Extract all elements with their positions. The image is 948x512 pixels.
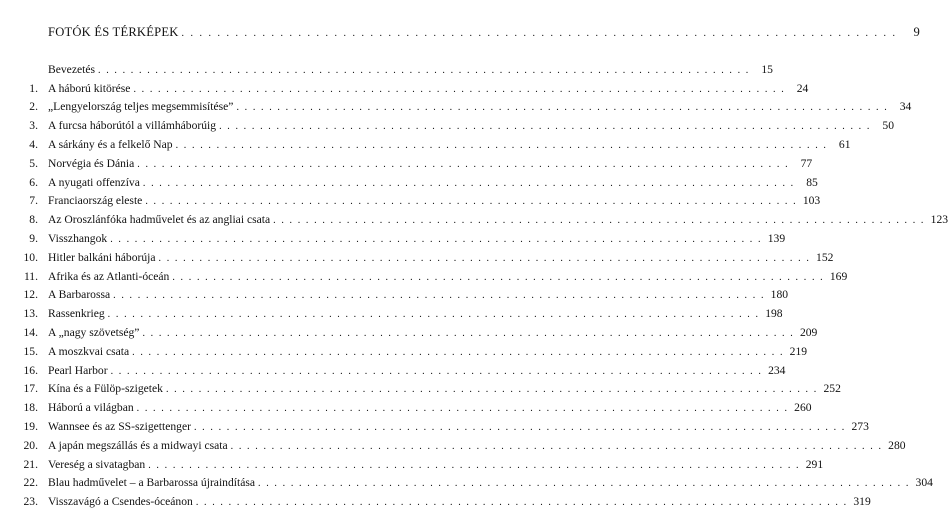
chapter-page: 219	[789, 344, 808, 358]
dot-leader: . . . . . . . . . . . . . . . . . . . . . . . . . . . . . . . . . . . . . . . . . . . . . . . . . . . . . . . . . . . . . . . . . . . . . . . . . . . . . . . .	[136, 403, 789, 415]
toc-chapter-row	[0, 286, 789, 304]
dot-leader: . . . . . . . . . . . . . . . . . . . . . . . . . . . . . . . . . . . . . . . . . . . . . . . . . . . . . . . . . . . . . . . . . . . . . . . . . . . . . . . .	[107, 309, 760, 321]
toc-entry	[48, 324, 818, 343]
toc-chapter-row	[0, 117, 894, 135]
chapter-page: 260	[794, 401, 812, 415]
dot-leader: . . . . . . . . . . . . . . . . . . . . . . . . . . . . . . . . . . . . . . . . . . . . . . . . . . . . . . . . . . . . . . . . . . . . . . . . . . . . . . . .	[193, 421, 846, 433]
chapter-title: A nyugati offenzíva	[48, 175, 140, 189]
toc-entry	[48, 286, 789, 305]
chapter-number: 3.	[29, 119, 38, 133]
chapter-title: „Lengyelország teljes megsemmisítése”	[48, 100, 234, 114]
dot-leader: . . . . . . . . . . . . . . . . . . . . . . . . . . . . . . . . . . . . . . . . . . . . . . . . . . . . . . . . . . . . . . . . . . . . . . . . . . . . . . . .	[165, 384, 818, 396]
toc-entry	[48, 230, 786, 249]
toc-chapter-row	[0, 399, 812, 417]
toc-entry	[48, 437, 906, 456]
chapter-number: 23.	[23, 495, 38, 509]
toc-chapter-row	[0, 305, 783, 323]
dot-leader: . . . . . . . . . . . . . . . . . . . . . . . . . . . . . . . . . . . . . . . . . . . . . . . . . . . . . . . . . . . . . . . . . . . . . . . . . . . . . . . .	[181, 28, 898, 39]
toc-entry	[48, 192, 821, 211]
chapter-page: 169	[829, 269, 848, 283]
toc-entry	[48, 98, 912, 117]
dot-leader: . . . . . . . . . . . . . . . . . . . . . . . . . . . . . . . . . . . . . . . . . . . . . . . . . . . . . . . . . . . . . . . . . . . . . . . . . . . . . . . .	[195, 497, 848, 509]
chapter-number: 16.	[23, 363, 38, 377]
toc-entry	[48, 23, 921, 43]
chapter-page: 34	[899, 100, 912, 114]
dot-leader: . . . . . . . . . . . . . . . . . . . . . . . . . . . . . . . . . . . . . . . . . . . . . . . . . . . . . . . . . . . . . . . . . . . . . . . . . . . . . . . .	[142, 327, 795, 339]
toc-entry	[48, 493, 871, 512]
chapter-page: 273	[851, 419, 869, 433]
chapter-page: 198	[765, 307, 783, 321]
toc-entry	[48, 174, 818, 193]
chapter-number: 22.	[23, 476, 38, 490]
toc-intro-row	[0, 61, 773, 79]
toc-chapter-row	[0, 437, 906, 455]
chapter-page: 280	[888, 438, 906, 452]
toc-entry	[48, 474, 933, 493]
chapter-page: 209	[799, 325, 818, 339]
dot-leader: . . . . . . . . . . . . . . . . . . . . . . . . . . . . . . . . . . . . . . . . . . . . . . . . . . . . . . . . . . . . . . . . . . . . . . . . . . . . . . . .	[172, 271, 825, 283]
chapter-number: 5.	[29, 156, 38, 170]
chapter-number: 9.	[29, 231, 38, 245]
toc-chapter-row	[0, 343, 808, 361]
chapter-number: 8.	[29, 213, 38, 227]
dot-leader: . . . . . . . . . . . . . . . . . . . . . . . . . . . . . . . . . . . . . . . . . . . . . . . . . . . . . . . . . . . . . . . . . . . . . . . . . . . . . . . .	[133, 83, 786, 95]
toc-entry	[48, 249, 834, 268]
chapter-page: 234	[768, 363, 786, 377]
chapter-number: 10.	[23, 250, 38, 264]
toc-entry	[48, 343, 808, 362]
dot-leader: . . . . . . . . . . . . . . . . . . . . . . . . . . . . . . . . . . . . . . . . . . . . . . . . . . . . . . . . . . . . . . . . . . . . . . . . . . . . . . . .	[175, 139, 828, 151]
chapter-number: 14.	[23, 325, 38, 339]
dot-leader: . . . . . . . . . . . . . . . . . . . . . . . . . . . . . . . . . . . . . . . . . . . . . . . . . . . . . . . . . . . . . . . . . . . . . . . . . . . . . . . .	[132, 346, 785, 358]
toc-header-row	[0, 23, 921, 41]
chapter-number: 17.	[23, 382, 38, 396]
chapter-title: A furcsa háborútól a villámháborúig	[48, 119, 217, 133]
chapter-number: 15.	[23, 344, 38, 358]
dot-leader: . . . . . . . . . . . . . . . . . . . . . . . . . . . . . . . . . . . . . . . . . . . . . . . . . . . . . . . . . . . . . . . . . . . . . . . . . . . . . . . .	[145, 196, 798, 208]
chapter-title: Rassenkrieg	[48, 307, 105, 321]
chapter-page: 50	[882, 119, 894, 133]
dot-leader: . . . . . . . . . . . . . . . . . . . . . . . . . . . . . . . . . . . . . . . . . . . . . . . . . . . . . . . . . . . . . . . . . . . . . . . . . . . . . . . .	[148, 459, 801, 471]
chapter-title: Hitler balkáni háborúja	[48, 250, 156, 264]
toc-chapter-row	[0, 418, 869, 436]
toc-chapter-row	[0, 192, 821, 210]
chapter-title: A sárkány és a felkelő Nap	[48, 137, 173, 151]
toc-entry	[48, 80, 809, 99]
toc-entry	[48, 211, 948, 230]
chapter-page: 152	[816, 250, 834, 264]
toc-chapter-row	[0, 380, 841, 398]
chapter-page: 139	[767, 231, 786, 245]
chapter-title: A moszkvai csata	[48, 344, 130, 358]
toc-chapter-row	[0, 362, 786, 380]
toc-entry	[48, 268, 848, 287]
chapter-number: 18.	[23, 401, 38, 415]
toc-chapter-row	[0, 174, 818, 192]
chapter-title: A japán megszállás és a midwayi csata	[48, 438, 228, 452]
chapter-number: 4.	[29, 137, 38, 151]
chapter-page: 24	[796, 81, 809, 95]
chapter-title: Blau hadművelet – a Barbarossa újraindítása	[48, 476, 256, 490]
dot-leader: . . . . . . . . . . . . . . . . . . . . . . . . . . . . . . . . . . . . . . . . . . . . . . . . . . . . . . . . . . . . . . . . . . . . . . . . . . . . . . . .	[230, 440, 883, 452]
toc-chapter-row	[0, 80, 809, 98]
toc-chapter-row	[0, 493, 871, 511]
toc-entry	[48, 155, 813, 174]
toc-chapter-row	[0, 211, 948, 229]
chapter-number: 12.	[23, 288, 38, 302]
chapter-page: 180	[770, 288, 789, 302]
chapter-page: 103	[802, 194, 821, 208]
chapter-page: 123	[930, 213, 948, 227]
toc-entry	[48, 399, 812, 418]
toc-entry	[48, 117, 894, 136]
chapter-number: 13.	[23, 307, 38, 321]
toc-chapter-row	[0, 155, 813, 173]
chapter-title: A Barbarossa	[48, 288, 111, 302]
chapter-number: 2.	[29, 100, 38, 114]
dot-leader: . . . . . . . . . . . . . . . . . . . . . . . . . . . . . . . . . . . . . . . . . . . . . . . . . . . . . . . . . . . . . . . . . . . . . . . . . . . . . . . .	[110, 233, 763, 245]
toc-chapter-row	[0, 136, 851, 154]
chapter-page: 85	[806, 175, 818, 189]
chapter-title: Az Oroszlánfóka hadművelet és az angliai csata	[48, 213, 271, 227]
toc-entry	[48, 61, 773, 80]
chapter-title: Visszhangok	[48, 231, 108, 245]
dot-leader: . . . . . . . . . . . . . . . . . . . . . . . . . . . . . . . . . . . . . . . . . . . . . . . . . . . . . . . . . . . . . . . . . . . . . . . . . . . . . . . .	[98, 65, 750, 76]
chapter-number: 1.	[29, 81, 38, 95]
toc-chapter-row	[0, 324, 818, 342]
toc-chapter-row	[0, 98, 912, 116]
toc-entry	[48, 418, 869, 437]
chapter-title: Kína és a Fülöp-szigetek	[48, 382, 163, 396]
chapter-number: 20.	[23, 438, 38, 452]
toc-chapter-row	[0, 268, 848, 286]
chapter-title: A „nagy szövetség”	[48, 325, 140, 339]
dot-leader: . . . . . . . . . . . . . . . . . . . . . . . . . . . . . . . . . . . . . . . . . . . . . . . . . . . . . . . . . . . . . . . . . . . . . . . . . . . . . . . .	[137, 158, 790, 170]
dot-leader: . . . . . . . . . . . . . . . . . . . . . . . . . . . . . . . . . . . . . . . . . . . . . . . . . . . . . . . . . . . . . . . . . . . . . . . . . . . . . . . .	[258, 478, 910, 490]
chapter-title: Afrika és az Atlanti-óceán	[48, 269, 170, 283]
toc-entry	[48, 456, 824, 475]
dot-leader: . . . . . . . . . . . . . . . . . . . . . . . . . . . . . . . . . . . . . . . . . . . . . . . . . . . . . . . . . . . . . . . . . . . . . . . . . . . . . . . .	[273, 215, 926, 227]
toc-intro-page: 15	[761, 63, 773, 76]
toc-entry	[48, 380, 841, 399]
chapter-title: Franciaország eleste	[48, 194, 143, 208]
chapter-title: Wannsee és az SS-szigettenger	[48, 419, 191, 433]
toc-chapter-row	[0, 474, 933, 492]
chapter-title: Háború a világban	[48, 401, 134, 415]
dot-leader: . . . . . . . . . . . . . . . . . . . . . . . . . . . . . . . . . . . . . . . . . . . . . . . . . . . . . . . . . . . . . . . . . . . . . . . . . . . . . . . .	[142, 177, 795, 189]
chapter-page: 304	[915, 476, 933, 490]
toc-entry	[48, 362, 786, 381]
toc-chapter-row	[0, 456, 824, 474]
chapter-title: Pearl Harbor	[48, 363, 108, 377]
chapter-page: 252	[823, 382, 841, 396]
chapter-title: Visszavágó a Csendes-óceánon	[48, 495, 193, 509]
chapter-number: 21.	[23, 457, 38, 471]
chapter-number: 7.	[29, 194, 38, 208]
toc-entry	[48, 305, 783, 324]
chapter-number: 19.	[23, 419, 38, 433]
toc-header-page: 9	[913, 25, 921, 39]
dot-leader: . . . . . . . . . . . . . . . . . . . . . . . . . . . . . . . . . . . . . . . . . . . . . . . . . . . . . . . . . . . . . . . . . . . . . . . . . . . . . . . .	[113, 290, 766, 302]
toc-header-title: FOTÓK ÉS TÉRKÉPEK	[48, 25, 179, 39]
chapter-page: 319	[853, 495, 871, 509]
toc-chapter-row	[0, 249, 834, 267]
chapter-page: 291	[805, 457, 824, 471]
dot-leader: . . . . . . . . . . . . . . . . . . . . . . . . . . . . . . . . . . . . . . . . . . . . . . . . . . . . . . . . . . . . . . . . . . . . . . . . . . . . . . . .	[236, 102, 889, 114]
toc-intro-title: Bevezetés	[48, 63, 95, 76]
toc-entry	[48, 136, 851, 155]
dot-leader: . . . . . . . . . . . . . . . . . . . . . . . . . . . . . . . . . . . . . . . . . . . . . . . . . . . . . . . . . . . . . . . . . . . . . . . . . . . . . . . .	[219, 121, 871, 133]
dot-leader: . . . . . . . . . . . . . . . . . . . . . . . . . . . . . . . . . . . . . . . . . . . . . . . . . . . . . . . . . . . . . . . . . . . . . . . . . . . . . . . .	[110, 365, 763, 377]
chapter-title: Vereség a sivatagban	[48, 457, 146, 471]
chapter-title: A háború kitörése	[48, 81, 131, 95]
chapter-page: 77	[800, 156, 813, 170]
dot-leader: . . . . . . . . . . . . . . . . . . . . . . . . . . . . . . . . . . . . . . . . . . . . . . . . . . . . . . . . . . . . . . . . . . . . . . . . . . . . . . . .	[158, 252, 811, 264]
toc-chapter-row	[0, 230, 786, 248]
chapter-page: 61	[838, 137, 851, 151]
chapter-number: 6.	[29, 175, 38, 189]
chapter-number: 11.	[23, 269, 38, 283]
chapter-title: Norvégia és Dánia	[48, 156, 135, 170]
